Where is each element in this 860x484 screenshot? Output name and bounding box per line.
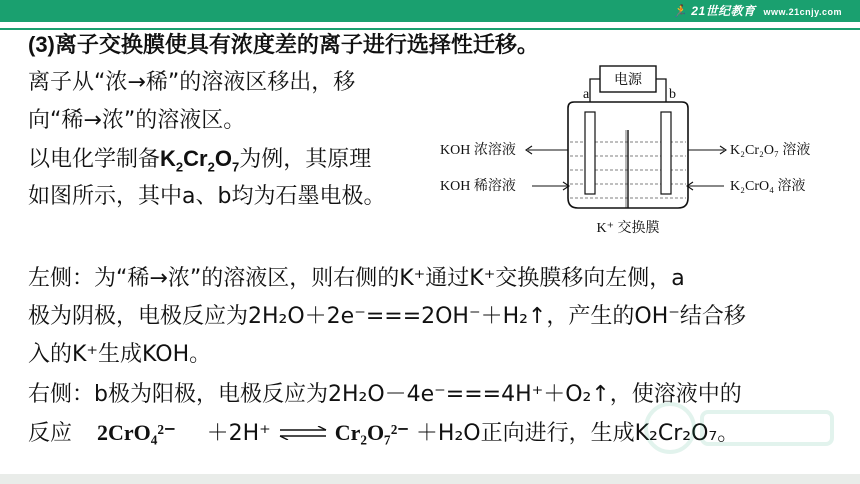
power-source-label: 电源 <box>614 72 642 88</box>
top-banner <box>0 0 860 30</box>
intro-line-3-pre: 以电化学制备 <box>28 147 161 172</box>
watermark-logo <box>640 398 840 458</box>
intro-line-4: 如图所示，其中a、b均为石墨电极。 <box>28 184 386 209</box>
formula-o: O <box>214 146 232 171</box>
electrode-b <box>661 112 671 194</box>
formula-sub: 7 <box>231 159 240 175</box>
runner-icon: 🏃 <box>671 4 688 18</box>
left-side-line-1: 左侧：为“稀→浓”的溶液区，则右侧的K⁺通过K⁺交换膜移向左侧，a <box>28 266 685 291</box>
left-top-label: KOH 浓溶液 <box>440 143 516 158</box>
reaction-prefix: 反应 <box>28 421 73 446</box>
formula-sub: 2 <box>175 159 184 175</box>
site-logo <box>672 2 842 19</box>
left-side-line-2: 极为阴极，电极反应为2H₂O＋2e⁻===2OH⁻＋H₂↑，产生的OH⁻结合移 <box>28 304 746 329</box>
right-top-label: K₂Cr₂O₇ 溶液 <box>730 143 811 158</box>
formula-k: K <box>160 146 176 171</box>
reactant-h-plus: ＋2H⁺ <box>206 421 271 446</box>
reaction-suffix: ＋H₂O正向进行，生成K₂Cr₂O₇。 <box>415 421 740 446</box>
footer-strip <box>0 474 860 484</box>
formula-cr: Cr <box>183 146 208 171</box>
intro-line-3-post: 为例，其原理 <box>239 147 372 172</box>
electrode-a-label: a <box>583 87 590 102</box>
logo-sub: www.21cnjy.com <box>763 7 842 17</box>
right-side-line-1: 右侧：b极为阳极，电极反应为2H₂O－4e⁻===4H⁺＋O₂↑，使溶液中的 <box>28 382 742 407</box>
right-side-line-2 <box>28 416 739 451</box>
membrane-label: K⁺ 交换膜 <box>596 221 660 236</box>
right-bottom-label: K₂CrO₄ 溶液 <box>730 179 806 194</box>
reversible-arrow-icon <box>278 417 328 451</box>
logo-text: 21世纪教育 <box>691 4 756 18</box>
left-side-line-3: 入的K⁺生成KOH。 <box>28 342 212 367</box>
left-bottom-label: KOH 稀溶液 <box>440 179 516 194</box>
electrolysis-diagram <box>440 60 860 240</box>
product-dichromate: Cr₂O₇²⁻ <box>334 420 409 445</box>
electrode-a <box>585 112 595 194</box>
intro-line-2: 向“稀→浓”的溶液区。 <box>28 108 246 133</box>
section-heading: (3)离子交换膜使具有浓度差的离子进行选择性迁移。 <box>28 32 539 57</box>
electrode-b-label: b <box>669 87 676 102</box>
reactant-chromate: 2CrO₄²⁻ <box>97 420 176 445</box>
intro-line-1: 离子从“浓→稀”的溶液区移出，移 <box>28 70 356 95</box>
intro-line-3 <box>28 142 371 177</box>
formula-sub: 2 <box>207 159 215 175</box>
